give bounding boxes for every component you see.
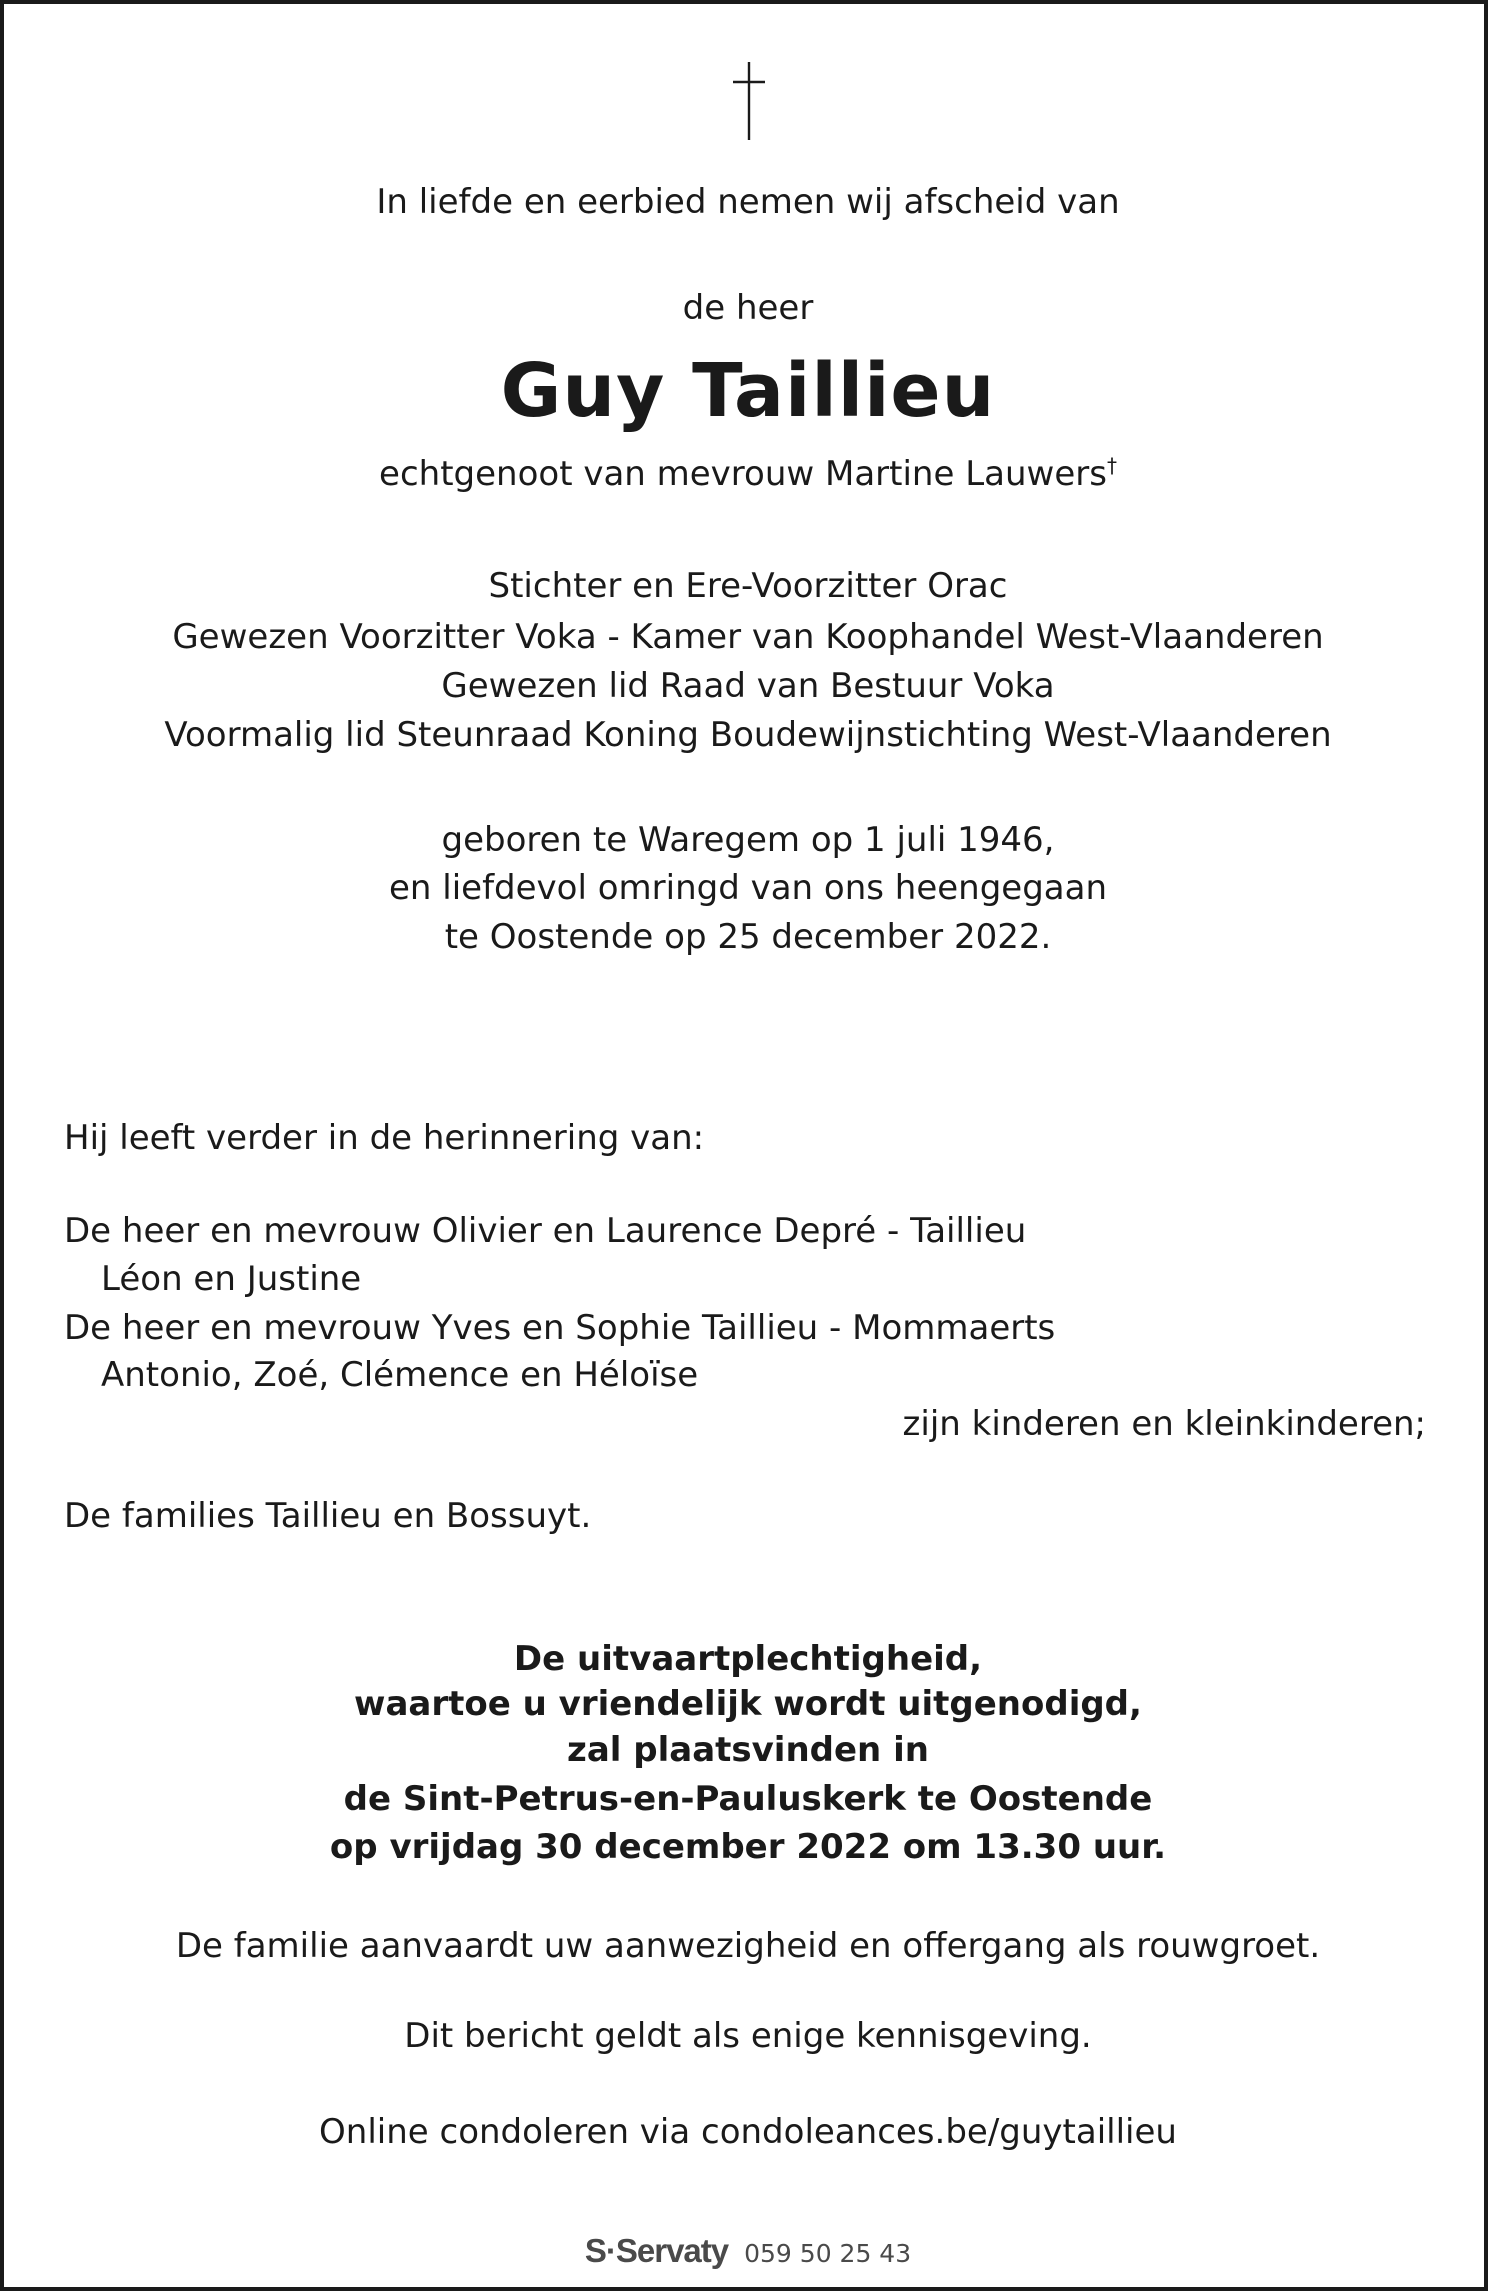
ceremony-line: waartoe u vriendelijk wordt uitgenodigd, (354, 1684, 1142, 1724)
deceased-name: Guy Taillieu (500, 348, 996, 434)
salutation: de heer (682, 288, 814, 328)
ceremony-line: op vrijdag 30 december 2022 om 13.30 uur. (329, 1827, 1167, 1867)
cross-icon (729, 60, 769, 142)
life-line: en liefdevol omringd van ons heengegaan (388, 868, 1108, 908)
family-line: De heer en mevrouw Yves en Sophie Taillieu - Mommaerts (64, 1308, 1056, 1348)
funeral-home-phone: 059 50 25 43 (744, 2239, 912, 2268)
title-line: Gewezen Voorzitter Voka - Kamer van Koophandel West-Vlaanderen (172, 617, 1324, 657)
ceremony-line: De uitvaartplechtigheid, (513, 1639, 983, 1679)
spouse-text: echtgenoot van mevrouw Martine Lauwers (379, 454, 1107, 494)
title-line: Stichter en Ere-Voorzitter Orac (488, 566, 1008, 606)
ceremony-line: zal plaatsvinden in (567, 1730, 929, 1770)
notice-text: Dit bericht geldt als enige kennisgeving. (404, 2016, 1092, 2056)
title-line: Voormalig lid Steunraad Koning Boudewijnstichting West-Vlaanderen (164, 715, 1332, 755)
offering-text: De familie aanvaardt uw aanwezigheid en offergang als rouwgroet. (175, 1926, 1321, 1966)
title-line: Gewezen lid Raad van Bestuur Voka (441, 666, 1055, 706)
spouse-line (4, 450, 1488, 499)
family-role: zijn kinderen en kleinkinderen; (902, 1404, 1426, 1444)
funeral-home-logo: S·Servaty (584, 2232, 729, 2269)
family-line: De heer en mevrouw Olivier en Laurence Depré - Taillieu (64, 1211, 1027, 1251)
condolence-text: Online condoleren via condoleances.be/guytaillieu (319, 2112, 1177, 2152)
footer (4, 2229, 1488, 2279)
life-line: geboren te Waregem op 1 juli 1946, (441, 820, 1055, 860)
memory-intro: Hij leeft verder in de herinnering van: (64, 1118, 705, 1158)
families-line: De families Taillieu en Bossuyt. (64, 1496, 592, 1536)
dagger-mark: † (1106, 453, 1117, 478)
intro-text: In liefde en eerbied nemen wij afscheid van (376, 182, 1120, 222)
family-line: Léon en Justine (101, 1259, 362, 1299)
life-line: te Oostende op 25 december 2022. (444, 917, 1052, 957)
ceremony-line: de Sint-Petrus-en-Pauluskerk te Oostende (343, 1779, 1153, 1819)
family-line: Antonio, Zoé, Clémence en Héloïse (101, 1355, 699, 1395)
